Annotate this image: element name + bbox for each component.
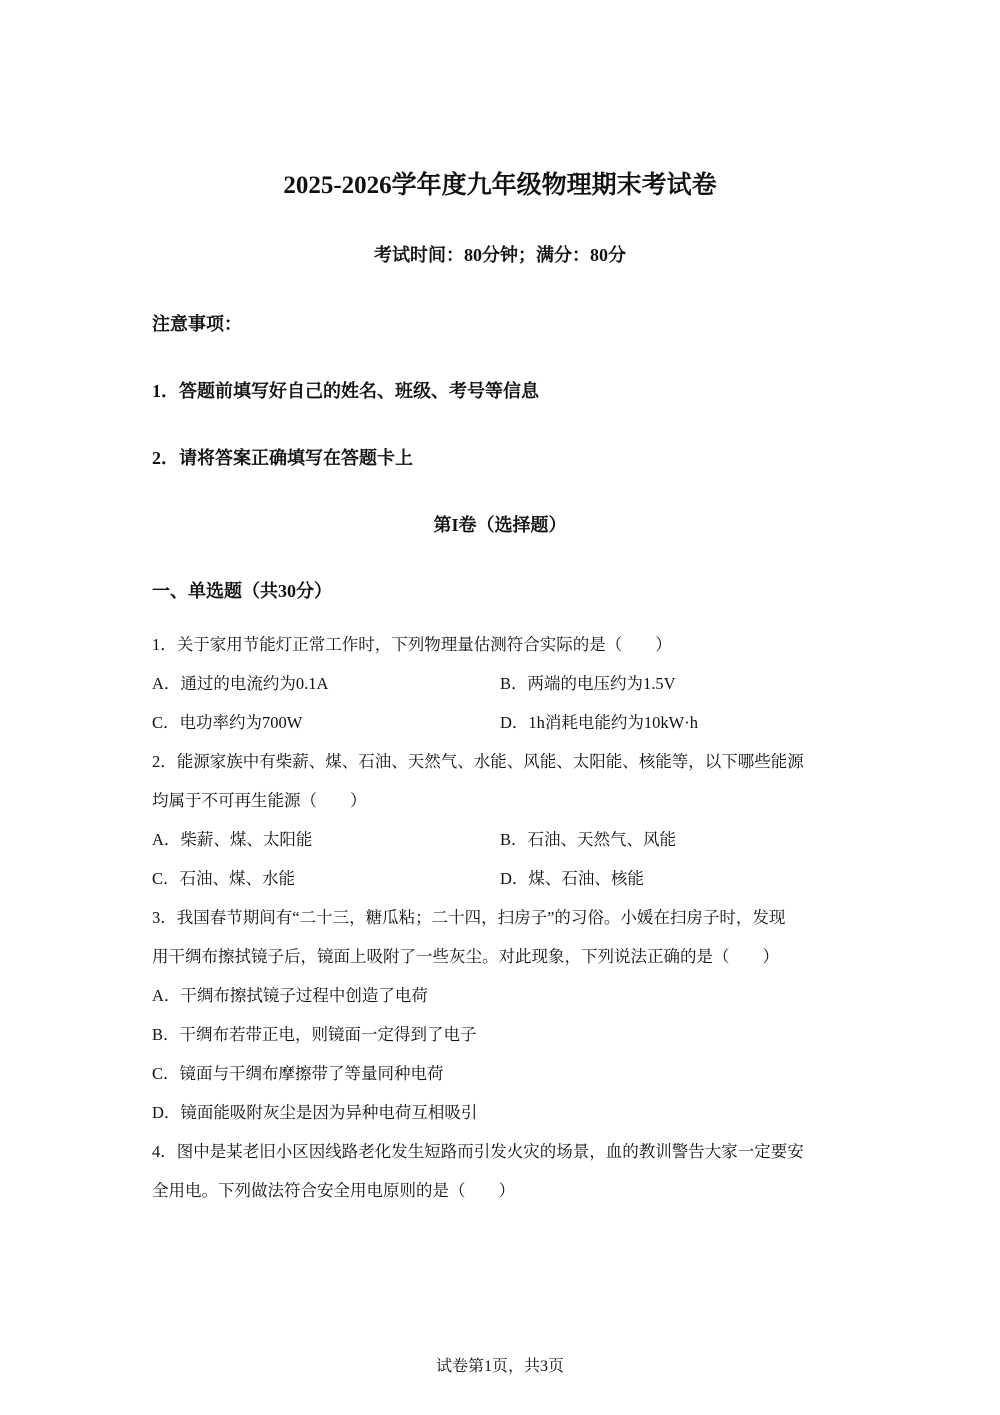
question-2-stem: 2．能源家族中有柴薪、煤、石油、天然气、水能、风能、太阳能、核能等，以下哪些能源	[152, 752, 804, 771]
question-1-option-d: D．1h消耗电能约为10kW·h	[500, 713, 698, 732]
question-4-stem: 全用电。下列做法符合安全用电原则的是（ ）	[152, 1181, 515, 1200]
question-2-stem: 均属于不可再生能源（ ）	[152, 791, 367, 810]
question-3-stem: 3．我国春节期间有“二十三，糖瓜粘；二十四，扫房子”的习俗。小媛在扫房子时，发现	[152, 908, 786, 927]
question-1-option-a: A．通过的电流约为0.1A	[152, 674, 329, 693]
question-2-option-d: D．煤、石油、核能	[500, 869, 644, 888]
exam-title: 2025-2026学年度九年级物理期末考试卷	[283, 172, 717, 199]
question-3-option-d: D．镜面能吸附灰尘是因为异种电荷互相吸引	[152, 1103, 478, 1122]
question-4-stem: 4．图中是某老旧小区因线路老化发生短路而引发火灾的场景，血的教训警告大家一定要安	[152, 1142, 804, 1161]
question-2-option-b: B．石油、天然气、风能	[500, 830, 677, 849]
question-1-option-b: B．两端的电压约为1.5V	[500, 674, 676, 693]
section-title: 第I卷（选择题）	[433, 515, 567, 535]
question-2-option-c: C．石油、煤、水能	[152, 869, 296, 888]
page-footer: 试卷第1页，共3页	[435, 1358, 564, 1375]
question-1-option-c: C．电功率约为700W	[152, 713, 303, 732]
notice-heading: 注意事项：	[152, 314, 242, 334]
exam-time-and-score: 考试时间：80分钟；满分：80分	[374, 245, 626, 265]
part-title: 一、单选题（共30分）	[152, 581, 332, 601]
question-2-option-a: A．柴薪、煤、太阳能	[152, 830, 313, 849]
question-1-stem: 1．关于家用节能灯正常工作时，下列物理量估测符合实际的是（ ）	[152, 635, 672, 654]
question-3-stem: 用干绸布擦拭镜子后，镜面上吸附了一些灰尘。对此现象，下列说法正确的是（ ）	[152, 947, 779, 966]
notice-item: 1．答题前填写好自己的姓名、班级、考号等信息	[152, 381, 539, 401]
question-3-option-b: B．干绸布若带正电，则镜面一定得到了电子	[152, 1025, 477, 1044]
question-3-option-c: C．镜面与干绸布摩擦带了等量同种电荷	[152, 1064, 444, 1083]
question-3-option-a: A．干绸布擦拭镜子过程中创造了电荷	[152, 986, 428, 1005]
notice-item: 2．请将答案正确填写在答题卡上	[152, 448, 413, 468]
